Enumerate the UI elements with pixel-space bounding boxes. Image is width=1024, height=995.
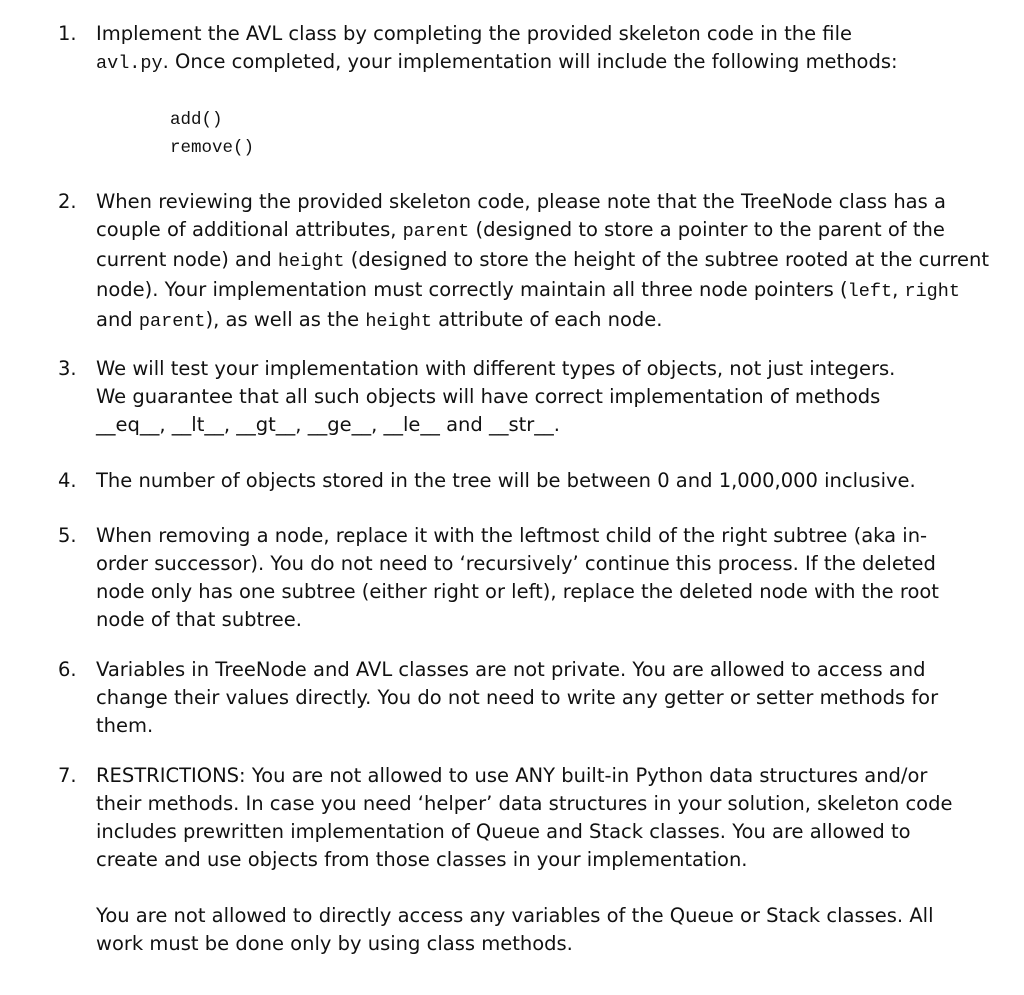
item-text: When removing a node, replace it with the leftmost child of the right subtree (aka in-order successor). You do not need to ‘recursively’ continue this process. If the deleted node only has one subtree (either right or left), replace the deleted node with the root node of that subtree. bbox=[96, 524, 939, 631]
item-number: 6. bbox=[58, 658, 77, 681]
dunder-lt: __lt__, bbox=[171, 413, 231, 436]
method-list bbox=[170, 106, 254, 162]
item-text bbox=[96, 20, 976, 78]
code-left: left bbox=[847, 281, 893, 302]
item-1-line-1: Implement the AVL class by completing the provided skeleton code in the file bbox=[96, 22, 852, 45]
dunder-gt: __gt__, bbox=[236, 413, 302, 436]
item-number: 5. bbox=[58, 524, 77, 547]
item-1-line-2: avl.py. Once completed, your implementation will include the following methods: bbox=[96, 50, 898, 74]
item-number: 2. bbox=[58, 190, 77, 213]
dunder-ge: __ge__, bbox=[307, 413, 378, 436]
dunder-str: __str__. bbox=[488, 413, 561, 436]
item-number: 7. bbox=[58, 764, 77, 787]
restrictions-text: RESTRICTIONS: You are not allowed to use ANY built-in Python data structures and/or their methods. In case you need ‘helper’ data structures in your solution, skeleton code includes prewritten implementation of Queue and Stack classes. You are allowed to create and use objects from those classes in your implementation. bbox=[96, 764, 953, 871]
item-text: Variables in TreeNode and AVL classes are not private. You are allowed to access and change their values directly. You do not need to write any getter or setter methods for them. bbox=[96, 658, 939, 737]
code-right: right bbox=[904, 281, 960, 302]
code-height: height bbox=[365, 311, 432, 332]
dunder-methods: __eq__, __lt__, __gt__, __ge__, __le__ and __str__. bbox=[96, 411, 996, 439]
item-number: 4. bbox=[58, 469, 77, 492]
code-height: height bbox=[277, 251, 345, 272]
item-text: The number of objects stored in the tree will be between 0 and 1,000,000 inclusive. bbox=[96, 469, 916, 492]
method-remove: remove() bbox=[170, 138, 255, 158]
item-number: 3. bbox=[58, 357, 77, 380]
filename-code: avl.py bbox=[96, 53, 163, 74]
method-add: add() bbox=[170, 110, 223, 130]
item-number: 1. bbox=[58, 22, 77, 45]
code-parent: parent bbox=[138, 311, 206, 332]
dunder-eq: __eq__, bbox=[96, 413, 166, 436]
item-text bbox=[96, 762, 976, 958]
item-text: When reviewing the provided skeleton code, please note that the TreeNode class has a couple of additional attributes, parent (designed to store a pointer to the parent of the current node) and height (designed to store the height of the subtree rooted at the current node). Your implementation must correctly maintain all three node pointers (left, right and parent), as well as the height attribute of each node. bbox=[96, 190, 989, 332]
code-parent: parent bbox=[402, 221, 470, 242]
restrictions-note: You are not allowed to directly access any variables of the Queue or Stack classes. All work must be done only by using class methods. bbox=[96, 904, 934, 955]
dunder-le: __le__ bbox=[383, 413, 440, 436]
item-text: We will test your implementation with different types of objects, not just integers. We guarantee that all such objects will have correct implementation of methods __eq__, __lt__, __gt__, __ge__, __le__ and __str__. bbox=[96, 355, 996, 439]
